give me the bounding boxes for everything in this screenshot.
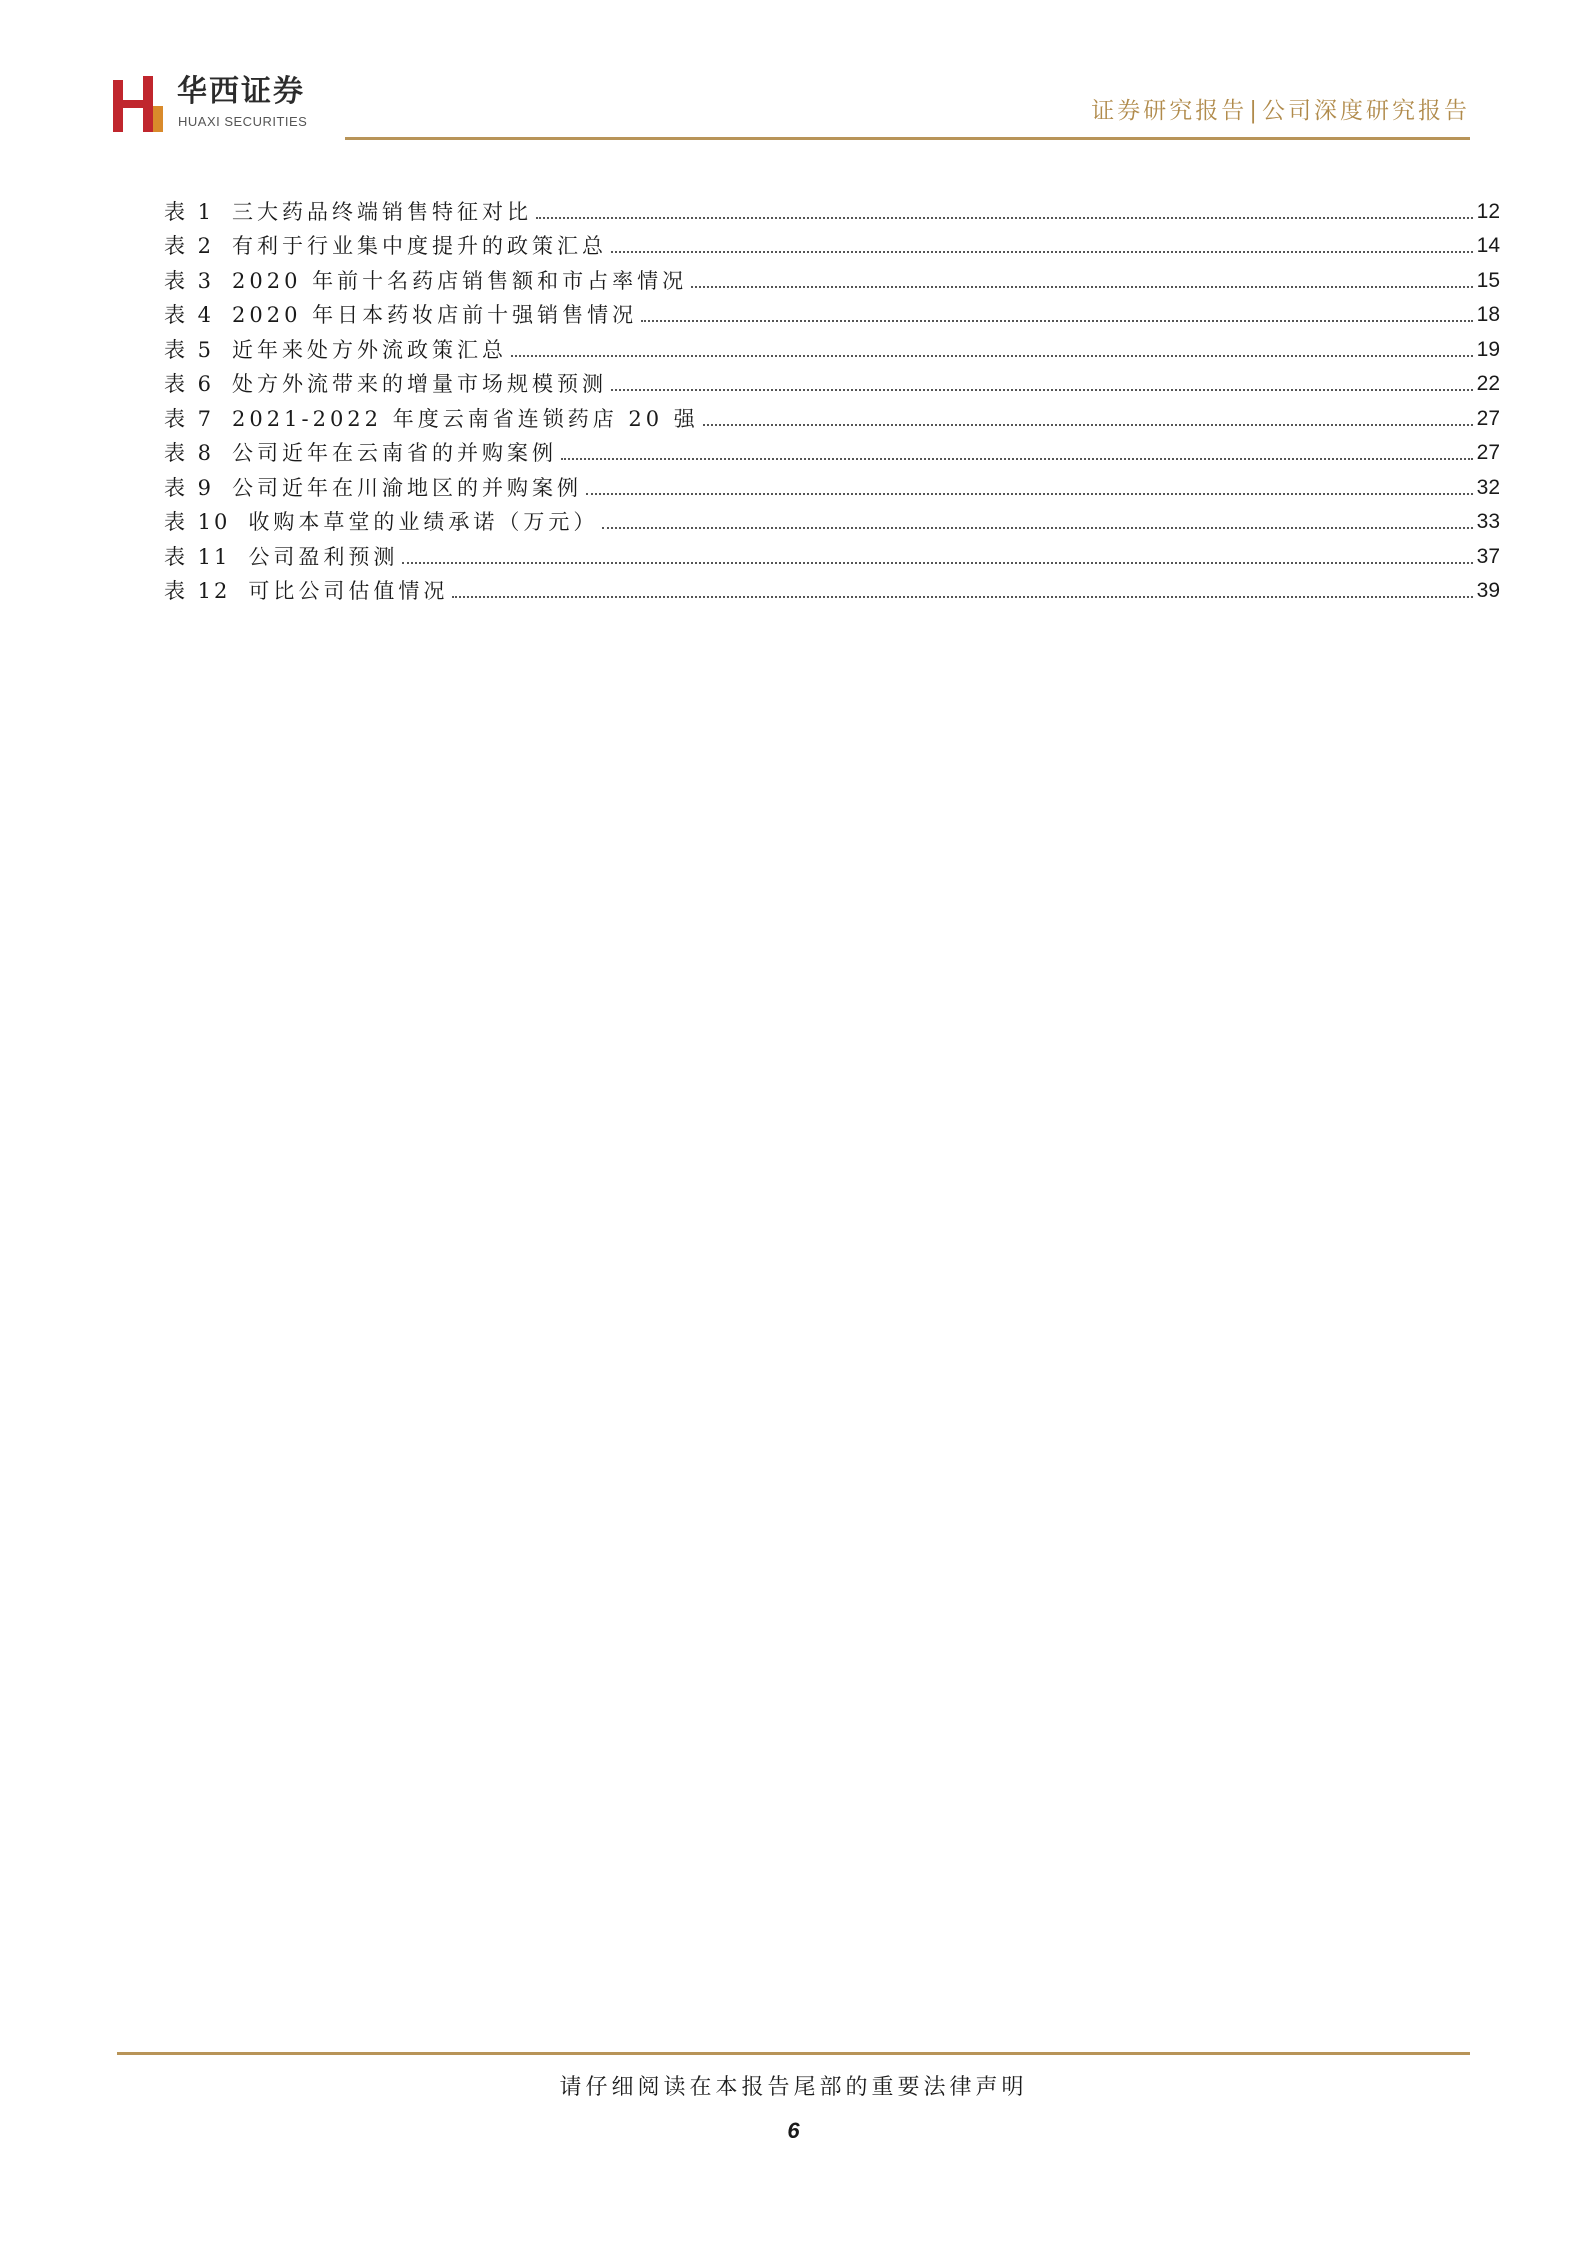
toc-entry-page: 15 (1476, 268, 1500, 292)
toc-entry-page: 12 (1476, 199, 1500, 223)
toc-dot-leader (611, 250, 1473, 253)
toc-entry-number: 表 6 (164, 372, 215, 396)
toc-entry-title: 处方外流带来的增量市场规模预测 (232, 372, 608, 396)
toc-entry-number: 表 12 (164, 579, 231, 603)
toc-dot-leader (511, 354, 1473, 357)
toc-entry-title: 近年来处方外流政策汇总 (232, 337, 508, 362)
toc-entry-number: 表 2 (164, 234, 215, 258)
toc-entry-title: 2020 年前十名药店销售额和市占率情况 (232, 268, 688, 293)
report-category (1091, 92, 1470, 125)
toc-entry-title: 公司近年在川渝地区的并购案例 (232, 475, 583, 500)
toc-entry-title: 可比公司估值情况 (248, 579, 449, 603)
toc-entry-number: 表 11 (164, 544, 231, 569)
toc-dot-leader (691, 285, 1472, 288)
footer-divider (117, 2052, 1470, 2055)
header-separator: | (1249, 98, 1260, 124)
logo-chinese-name: 华西证券 (177, 74, 305, 109)
toc-entry-title: 公司近年在云南省的并购案例 (232, 441, 558, 465)
toc-entry[interactable] (164, 466, 1500, 501)
toc-entry-page: 39 (1476, 579, 1500, 602)
report-subtype: 公司深度研究报告 (1262, 98, 1470, 124)
toc-entry-page: 37 (1476, 544, 1500, 568)
toc-entry-page: 27 (1476, 441, 1500, 464)
toc-dot-leader (602, 526, 1472, 529)
toc-entry[interactable] (164, 535, 1500, 570)
toc-entry-page: 19 (1476, 337, 1500, 361)
toc-entry-title: 公司盈利预测 (248, 544, 399, 569)
toc-entry-title: 三大药品终端销售特征对比 (232, 199, 533, 224)
report-type: 证券研究报告 (1091, 98, 1248, 124)
toc-entry[interactable] (164, 570, 1500, 605)
toc-entry-number: 表 8 (164, 441, 215, 465)
toc-entry[interactable] (164, 259, 1500, 294)
toc-entry[interactable] (164, 432, 1500, 467)
legal-disclaimer: 请仔细阅读在本报告尾部的重要法律声明 (559, 2075, 1028, 2100)
toc-entry-number: 表 5 (164, 337, 215, 362)
toc-dot-leader (536, 216, 1473, 219)
toc-entry-page: 22 (1476, 372, 1500, 395)
page-number: 6 (787, 2118, 800, 2143)
toc-entry-number: 表 1 (164, 199, 215, 224)
toc-entry-title: 有利于行业集中度提升的政策汇总 (232, 234, 608, 258)
header-divider (345, 137, 1470, 140)
toc-entry-page: 32 (1476, 475, 1500, 499)
toc-dot-leader (611, 388, 1473, 391)
huaxi-logo-icon (113, 76, 163, 132)
toc-entry-page: 18 (1476, 303, 1500, 326)
toc-entry-title: 收购本草堂的业绩承诺（万元） (248, 510, 599, 534)
toc-entry[interactable] (164, 294, 1500, 329)
toc-dot-leader (452, 595, 1472, 598)
toc-dot-leader (703, 423, 1473, 426)
toc-entry[interactable] (164, 363, 1500, 398)
logo-english-name: HUAXI SECURITIES (178, 114, 308, 129)
toc-entry[interactable] (164, 190, 1500, 225)
toc-entry-number: 表 4 (164, 303, 215, 327)
toc-entry[interactable] (164, 397, 1500, 432)
toc-entry-number: 表 3 (164, 268, 215, 293)
toc-entry[interactable] (164, 501, 1500, 536)
toc-entry-page: 14 (1476, 234, 1500, 257)
toc-dot-leader (641, 319, 1472, 322)
toc-dot-leader (561, 457, 1473, 460)
toc-entry-title: 2020 年日本药妆店前十强销售情况 (232, 303, 638, 327)
toc-entry-number: 表 10 (164, 510, 231, 534)
table-of-contents (164, 190, 1500, 604)
toc-entry[interactable] (164, 328, 1500, 363)
toc-entry[interactable] (164, 225, 1500, 260)
company-logo (113, 74, 323, 136)
toc-entry-page: 27 (1476, 406, 1500, 430)
toc-dot-leader (402, 561, 1472, 564)
toc-entry-page: 33 (1476, 510, 1500, 533)
toc-entry-number: 表 9 (164, 475, 215, 500)
toc-entry-title: 2021-2022 年度云南省连锁药店 20 强 (232, 406, 699, 431)
toc-entry-number: 表 7 (164, 406, 215, 431)
toc-dot-leader (586, 492, 1473, 495)
